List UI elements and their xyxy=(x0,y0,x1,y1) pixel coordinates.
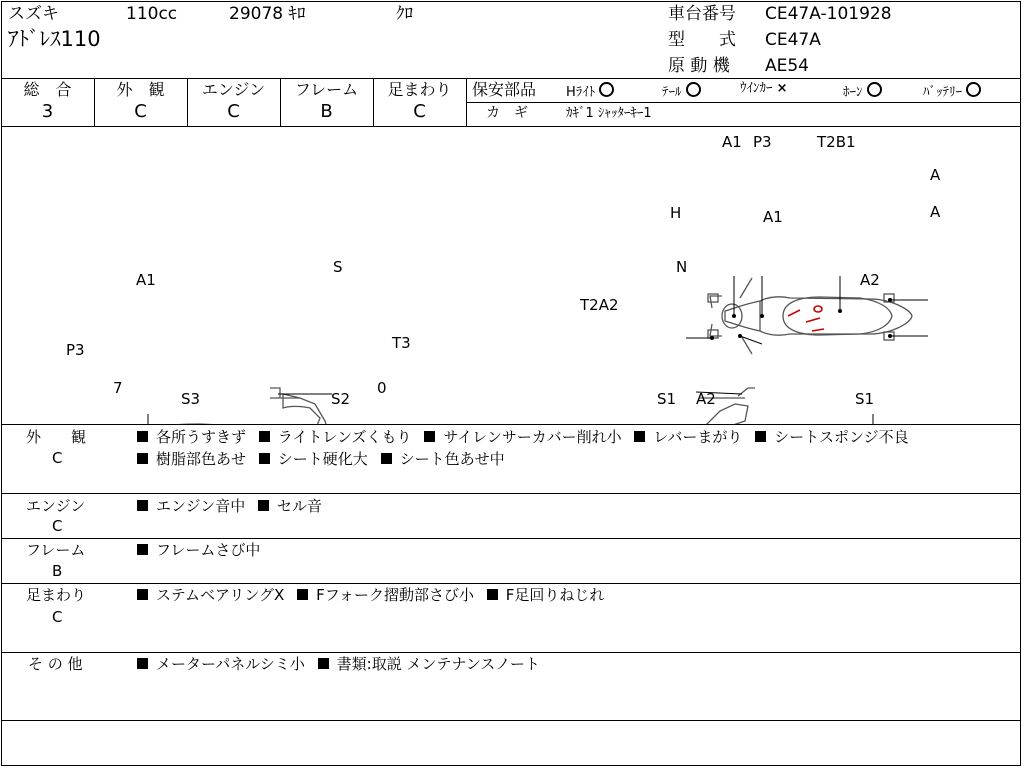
remark-category-engine: エンジン xyxy=(26,497,86,515)
bullet-square-icon xyxy=(259,431,270,442)
remark-item: サイレンサーカバー削れ小 xyxy=(443,428,622,446)
chassis-value: CE47A-101928 xyxy=(765,4,892,24)
ok-circle-icon xyxy=(599,82,614,97)
bullet-square-icon xyxy=(297,589,308,600)
remark-line xyxy=(137,499,330,514)
diagram-label: T3 xyxy=(392,334,411,352)
ok-circle-icon xyxy=(966,82,981,97)
ok-circle-icon xyxy=(867,82,882,97)
diagram-label: A xyxy=(930,203,941,221)
bullet-square-icon xyxy=(318,658,329,669)
divider xyxy=(466,78,467,126)
remark-line xyxy=(137,543,268,558)
scooter-top-view xyxy=(708,278,912,354)
remark-category-suspension: 足まわり xyxy=(26,586,87,604)
diagram-label: P3 xyxy=(753,133,772,151)
remark-grade-exterior: C xyxy=(52,449,63,467)
grade-header-overall: 総 合 xyxy=(23,80,72,99)
bullet-square-icon xyxy=(137,589,148,600)
bullet-square-icon xyxy=(137,500,148,511)
safety-item-label: ﾃｰﾙ xyxy=(662,85,682,100)
bullet-square-icon xyxy=(258,500,269,511)
safety-item-label: ﾊﾞｯﾃﾘｰ xyxy=(923,85,962,100)
diagram-label: 7 xyxy=(113,379,123,397)
remark-item: セル音 xyxy=(277,497,323,515)
damage-diagram xyxy=(0,126,1024,424)
divider xyxy=(1,538,1021,539)
safety-item-battery xyxy=(923,82,981,99)
divider xyxy=(1,78,1021,79)
bullet-square-icon xyxy=(755,431,766,442)
safety-item-horn xyxy=(843,82,882,99)
remark-item: シート色あせ中 xyxy=(399,450,505,468)
diagram-label: S1 xyxy=(855,390,875,408)
model-name: ｱﾄﾞﾚｽ110 xyxy=(8,27,101,51)
remark-item: 書類:取説 メンテナンスノート xyxy=(336,655,540,673)
remark-line xyxy=(137,452,513,467)
bullet-square-icon xyxy=(381,453,392,464)
ok-circle-icon xyxy=(686,82,701,97)
displacement: 110cc xyxy=(126,4,178,24)
grade-header-engine: エンジン xyxy=(201,80,266,99)
remark-category-exterior: 外 観 xyxy=(26,428,87,446)
remark-line xyxy=(137,657,548,672)
diagram-label: A1 xyxy=(722,133,742,151)
safety-label: 保安部品 xyxy=(472,80,537,99)
mileage: 29078 ｷﾛ xyxy=(229,4,306,24)
remark-grade-engine: C xyxy=(52,517,63,535)
divider xyxy=(1,424,1021,425)
engine-value: AE54 xyxy=(765,56,810,76)
type-label: 型 式 xyxy=(668,30,736,50)
bullet-square-icon xyxy=(137,544,148,555)
bullet-square-icon xyxy=(137,453,148,464)
divider xyxy=(1,652,1021,653)
remark-category-other: そ の 他 xyxy=(28,655,83,673)
remark-item: ステムベアリングX xyxy=(156,586,285,604)
remark-item: エンジン音中 xyxy=(156,497,246,515)
ng-cross-icon: × xyxy=(776,81,788,96)
diagram-label: H xyxy=(670,204,682,222)
bullet-square-icon xyxy=(137,658,148,669)
remark-line xyxy=(137,430,917,445)
safety-item-winker xyxy=(740,82,788,95)
remark-grade-suspension: C xyxy=(52,608,63,626)
chassis-label: 車台番号 xyxy=(668,4,736,24)
remark-item: F足回りねじれ xyxy=(505,586,605,604)
type-value: CE47A xyxy=(765,30,821,50)
color: ｸﾛ xyxy=(396,4,413,24)
diagram-label: T2B1 xyxy=(817,133,856,151)
diagram-label: S xyxy=(333,258,343,276)
diagram-label: A1 xyxy=(136,271,156,289)
bullet-square-icon xyxy=(487,589,498,600)
remark-item: レバーまがり xyxy=(653,428,743,446)
safety-item-label: ｳｲﾝｶｰ xyxy=(740,81,773,96)
remark-item: メーターパネルシミ小 xyxy=(156,655,305,673)
diagram-label: A1 xyxy=(763,208,783,226)
bullet-square-icon xyxy=(259,453,270,464)
divider xyxy=(1,493,1021,494)
diagram-label: S2 xyxy=(331,390,351,408)
grade-frame: B xyxy=(320,101,333,122)
remark-item: 各所うすきず xyxy=(156,428,247,446)
grade-exterior: C xyxy=(134,101,147,122)
remark-line xyxy=(137,588,612,603)
remark-item: フレームさび中 xyxy=(156,541,261,559)
grade-suspension: C xyxy=(413,101,426,122)
diagram-label: A2 xyxy=(696,390,716,408)
safety-item-tail xyxy=(662,82,701,99)
grade-overall: 3 xyxy=(41,101,54,122)
diagram-label: A xyxy=(930,166,941,184)
safety-item-label: ﾎｰﾝ xyxy=(843,85,863,100)
key-label: カ ギ xyxy=(486,105,528,121)
grade-header-suspension: 足まわり xyxy=(387,80,452,99)
grade-engine: C xyxy=(227,101,240,122)
grade-header-exterior: 外 観 xyxy=(116,80,165,99)
remark-category-frame: フレーム xyxy=(26,541,86,559)
divider xyxy=(1,720,1021,721)
bullet-square-icon xyxy=(634,431,645,442)
remark-item: Fフォーク摺動部さび小 xyxy=(316,586,474,604)
key-value: ｶｷﾞ1 ｼｬｯﾀｰｷｰ1 xyxy=(566,106,652,121)
safety-item-label: Hﾗｲﾄ xyxy=(566,85,596,100)
diagram-label: S3 xyxy=(181,390,201,408)
remark-item: ライトレンズくもり xyxy=(277,428,412,446)
diagram-label: A2 xyxy=(860,271,880,289)
engine-label: 原 動 機 xyxy=(668,56,730,76)
diagram-label: T2A2 xyxy=(580,296,619,314)
diagram-label: P3 xyxy=(66,341,85,359)
grade-header-frame: フレーム xyxy=(294,80,359,99)
safety-item-headlight xyxy=(566,82,614,99)
bullet-square-icon xyxy=(137,431,148,442)
diagram-label: 0 xyxy=(377,379,387,397)
remark-grade-frame: B xyxy=(52,562,63,580)
maker: スズキ xyxy=(8,4,59,24)
diagram-label: N xyxy=(676,258,688,276)
divider xyxy=(467,102,1021,103)
remark-item: シートスポンジ不良 xyxy=(774,428,909,446)
remark-item: 樹脂部色あせ xyxy=(156,450,247,468)
remark-item: シート硬化大 xyxy=(277,450,368,468)
divider xyxy=(1,583,1021,584)
bullet-square-icon xyxy=(424,431,435,442)
diagram-label: S1 xyxy=(657,390,677,408)
